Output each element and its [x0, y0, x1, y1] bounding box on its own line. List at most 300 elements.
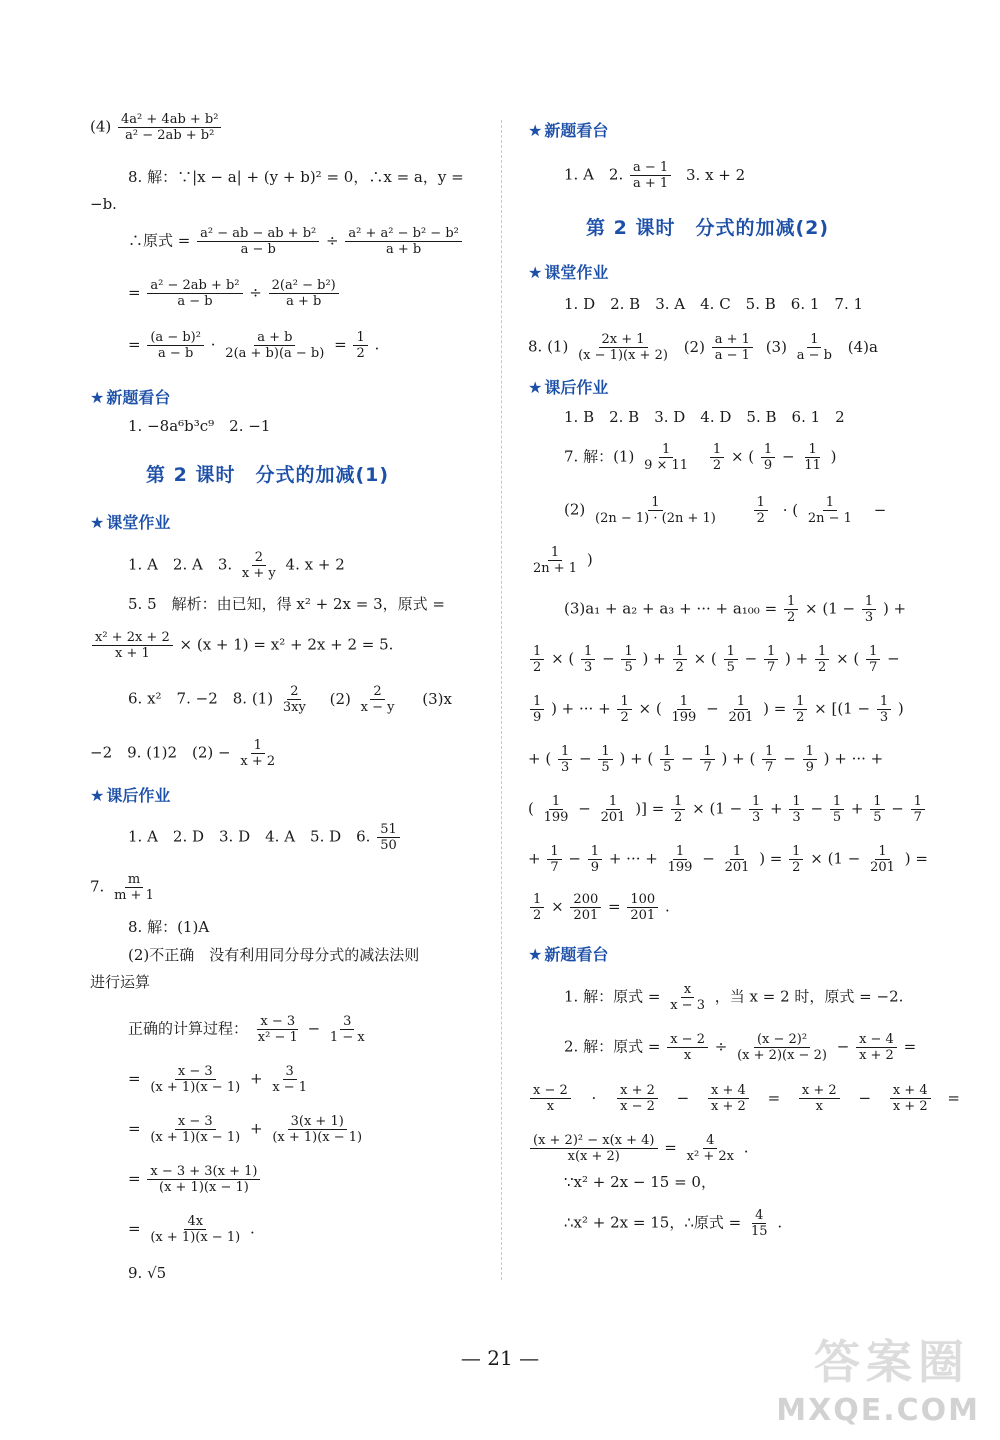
- numerator: 2: [287, 684, 301, 700]
- denominator: 9: [763, 458, 773, 473]
- denominator: 3: [560, 760, 570, 775]
- fraction: [630, 160, 671, 191]
- numerator: 1: [730, 844, 744, 860]
- answer-line: [528, 844, 928, 875]
- section-title: 课后作业: [106, 786, 171, 805]
- fraction: [665, 844, 696, 875]
- numerator: x − 3: [257, 1014, 298, 1030]
- operator: −: [887, 649, 900, 668]
- numerator: 2x + 1: [599, 332, 648, 348]
- fraction: [793, 694, 807, 725]
- numerator: 1: [862, 594, 876, 610]
- numerator: x − 2: [530, 1083, 571, 1099]
- text: (: [528, 799, 534, 818]
- denominator: x − 2: [620, 1099, 655, 1114]
- operator: −: [873, 500, 887, 519]
- operator: −: [744, 649, 758, 668]
- numerator: x + 2: [617, 1083, 658, 1099]
- numerator: 1: [789, 794, 803, 810]
- fraction: [684, 1133, 737, 1164]
- fraction: [712, 332, 753, 363]
- denominator: a + b: [286, 294, 322, 309]
- fraction: [111, 872, 157, 903]
- answer-line: 1. D 2. B 3. A 4. C 5. B 6. 1 7. 1: [564, 295, 864, 313]
- numerator: x − 3: [175, 1064, 216, 1080]
- denominator: 5: [624, 660, 633, 675]
- fraction: [671, 794, 685, 825]
- denominator: a + b: [386, 242, 422, 257]
- numerator: 1: [710, 442, 724, 458]
- section-title: 课堂作业: [106, 513, 171, 532]
- numerator: 1: [807, 332, 821, 348]
- numerator: 1: [548, 545, 562, 561]
- numerator: 1: [621, 644, 635, 660]
- denominator: 5: [601, 760, 610, 775]
- numerator: x + 2: [799, 1083, 840, 1099]
- answer-line: [528, 694, 904, 725]
- denominator: 3: [879, 710, 889, 725]
- numerator: 100: [627, 892, 658, 908]
- text: ) + (: [619, 749, 654, 768]
- answer-line: [90, 112, 223, 143]
- operator: −: [891, 799, 904, 818]
- answer-line: (2)不正确 没有利用同分母分式的减法法则: [128, 946, 420, 964]
- answer-line: [128, 278, 341, 309]
- text: × (: [730, 447, 755, 466]
- denominator: x − y: [360, 700, 395, 715]
- numerator: 1: [784, 594, 798, 610]
- answer-line: [128, 1114, 367, 1145]
- operator: ×: [551, 897, 564, 916]
- denominator: 9: [533, 710, 542, 725]
- operator: =: [128, 1219, 141, 1238]
- answer-line: [528, 644, 900, 675]
- fraction: [710, 442, 724, 473]
- numerator: x: [681, 982, 694, 998]
- text: × (1 −: [805, 599, 856, 618]
- section-heading: [90, 385, 170, 408]
- fraction: [147, 1114, 243, 1145]
- denominator: 2: [756, 511, 765, 526]
- fraction: [617, 694, 631, 725]
- numerator: 1: [793, 694, 807, 710]
- fraction: [598, 744, 612, 775]
- numerator: 1: [823, 495, 837, 511]
- numerator: 1: [606, 794, 620, 810]
- denominator: 11: [804, 458, 821, 473]
- fraction: [377, 822, 400, 853]
- denominator: 7: [869, 660, 878, 675]
- denominator: 9: [590, 860, 600, 875]
- text: ∴原式 =: [128, 231, 191, 250]
- denominator: (x + 2)(x − 2): [737, 1048, 827, 1063]
- answer-line: [128, 1164, 262, 1195]
- operator: +: [770, 799, 783, 818]
- text: .: [665, 897, 670, 916]
- numerator: 1: [251, 738, 265, 754]
- numerator: x − 2: [667, 1032, 708, 1048]
- fraction: [877, 694, 891, 725]
- fraction: [700, 744, 714, 775]
- fraction: [784, 594, 798, 625]
- text: 2. 解：原式 =: [564, 1037, 661, 1056]
- denominator: a − b: [240, 242, 276, 257]
- denominator: x: [546, 1099, 555, 1114]
- numerator: 1: [660, 744, 674, 760]
- answer-line: [564, 442, 837, 473]
- fraction: [749, 794, 763, 825]
- numerator: 1: [677, 694, 691, 710]
- numerator: m: [125, 872, 143, 888]
- fraction: [660, 744, 674, 775]
- operator: −: [307, 1019, 321, 1038]
- fraction: [147, 1064, 243, 1095]
- fraction: [764, 644, 778, 675]
- numerator: a − 1: [630, 160, 671, 176]
- answer-line: [564, 1032, 916, 1063]
- answer-line: [90, 872, 159, 903]
- star-icon: ★: [528, 945, 543, 964]
- denominator: x² − 1: [257, 1030, 298, 1045]
- denominator: 201: [573, 908, 599, 923]
- section-heading: [528, 942, 608, 965]
- text: ) +: [882, 599, 907, 618]
- fraction: [327, 1014, 368, 1045]
- answer-line: [128, 1214, 255, 1245]
- numerator: a² − 2ab + b²: [147, 278, 242, 294]
- section-heading: [90, 510, 170, 533]
- lesson-title: 第 2 课时 分式的加减(2): [586, 217, 830, 239]
- text: 3. x + 2: [685, 165, 746, 184]
- text: × (x + 1) = x² + 2x + 2 = 5.: [179, 635, 394, 654]
- numerator: 1: [530, 644, 544, 660]
- answer-line: [564, 495, 886, 526]
- denominator: x + 2: [892, 1099, 928, 1114]
- answer-line: 9. √5: [128, 1264, 167, 1282]
- fraction: [641, 442, 691, 473]
- numerator: 1: [659, 442, 673, 458]
- numerator: 2: [370, 684, 384, 700]
- operator: −: [681, 749, 694, 768]
- denominator: 2: [533, 908, 542, 923]
- numerator: 1: [671, 794, 685, 810]
- text: )] =: [635, 799, 665, 818]
- denominator: 201: [728, 710, 754, 725]
- denominator: 2: [818, 660, 827, 675]
- fraction: [239, 550, 279, 581]
- numerator: (x + 2)² − x(x + 4): [530, 1133, 658, 1149]
- fraction: [570, 892, 601, 923]
- fraction: [830, 794, 844, 825]
- denominator: 5: [873, 810, 882, 825]
- denominator: a − b: [158, 346, 194, 361]
- numerator: 1: [761, 442, 775, 458]
- answer-line: [528, 332, 878, 363]
- text: × (1 −: [810, 849, 861, 868]
- numerator: 1: [734, 694, 748, 710]
- answer-line: [128, 1064, 312, 1095]
- watermark-text-cn: 答案圈: [814, 1335, 970, 1389]
- answer-line: [528, 1133, 749, 1164]
- text: 1. A 2. A 3.: [128, 555, 233, 574]
- section-title: 课后作业: [544, 378, 609, 397]
- operator: −: [578, 799, 591, 818]
- section-title: 新题看台: [544, 121, 609, 140]
- numerator: 4x: [184, 1214, 206, 1230]
- fraction: [269, 1114, 365, 1145]
- section-heading: [528, 260, 608, 283]
- answer-line: 5. 5 解析：由已知，得 x² + 2x = 3，原式 =: [128, 595, 445, 613]
- numerator: 1: [830, 794, 844, 810]
- denominator: 201: [630, 908, 656, 923]
- fraction: [147, 278, 242, 309]
- operator: =: [608, 897, 621, 916]
- text: 1. 解：原式 =: [564, 987, 661, 1006]
- numerator: 1: [815, 644, 829, 660]
- text: 6. x² 7. −2 8. (1): [128, 689, 274, 708]
- denominator: 3: [584, 660, 593, 675]
- numerator: 2(a² − b²): [269, 278, 339, 294]
- denominator: 9: [805, 760, 814, 775]
- numerator: 1: [762, 744, 776, 760]
- answer-line: [528, 744, 883, 775]
- denominator: 201: [724, 860, 750, 875]
- text: × (: [638, 699, 662, 718]
- text: ∴x² + 2x = 15，∴原式 =: [564, 1213, 742, 1232]
- fraction: [541, 794, 572, 825]
- fraction: [269, 1064, 310, 1095]
- answer-line: [564, 982, 903, 1013]
- fraction: [530, 545, 580, 576]
- denominator: 7: [703, 760, 712, 775]
- numerator: 3: [283, 1064, 297, 1080]
- answer-line: [128, 822, 402, 853]
- fraction: [222, 330, 327, 361]
- fraction: [890, 1083, 931, 1114]
- numerator: 1: [581, 644, 595, 660]
- fraction: [530, 1083, 571, 1114]
- numerator: 1: [588, 844, 602, 860]
- numerator: 4: [752, 1208, 766, 1224]
- denominator: 201: [870, 860, 895, 875]
- operator: =: [128, 335, 141, 354]
- fraction: [530, 694, 544, 725]
- fraction: [867, 844, 898, 875]
- fraction: [621, 644, 635, 675]
- denominator: 9 × 11: [644, 458, 689, 473]
- text: 1. A 2.: [564, 165, 624, 184]
- denominator: 3: [792, 810, 801, 825]
- column-divider: [501, 120, 502, 1280]
- numerator: 1: [866, 644, 880, 660]
- fraction: [147, 1164, 260, 1195]
- text: × (1 −: [692, 799, 743, 818]
- denominator: m + 1: [114, 888, 154, 903]
- answer-line: [528, 1083, 960, 1114]
- fraction: [558, 744, 572, 775]
- denominator: 50: [380, 838, 397, 853]
- denominator: (x + 1)(x − 1): [150, 1130, 241, 1145]
- fraction: [255, 1014, 301, 1045]
- numerator: 1: [673, 644, 687, 660]
- denominator: 3xy: [282, 700, 306, 715]
- operator: −: [858, 1088, 872, 1107]
- numerator: 1: [911, 794, 925, 810]
- fraction: [197, 226, 319, 257]
- denominator: 2: [533, 660, 542, 675]
- numerator: 1: [353, 330, 367, 346]
- text: ): [897, 699, 904, 718]
- operator: ÷: [714, 1037, 728, 1056]
- numerator: 1: [530, 892, 544, 908]
- text: + ··· +: [608, 849, 658, 868]
- denominator: 2n − 1: [807, 511, 852, 526]
- text: ) + (: [721, 749, 756, 768]
- denominator: 7: [766, 660, 776, 675]
- numerator: x − 3 + 3(x + 1): [147, 1164, 260, 1180]
- numerator: 1: [803, 744, 817, 760]
- denominator: 3: [864, 610, 874, 625]
- numerator: 1: [547, 844, 561, 860]
- fraction: [762, 744, 776, 775]
- denominator: 2(a + b)(a − b): [225, 346, 325, 361]
- numerator: 1: [875, 844, 889, 860]
- text: .: [743, 1138, 749, 1157]
- denominator: x − 1: [272, 1080, 308, 1095]
- fraction: [805, 495, 855, 526]
- text: 正确的计算过程：: [128, 1019, 249, 1038]
- denominator: x² + 2x: [686, 1149, 734, 1164]
- answer-line: −b.: [90, 195, 117, 213]
- text: ) =: [904, 849, 928, 868]
- numerator: x² + 2x + 2: [92, 630, 173, 646]
- operator: =: [128, 1119, 141, 1138]
- denominator: 7: [913, 810, 922, 825]
- section-heading: [528, 118, 608, 141]
- numerator: 1: [764, 644, 778, 660]
- section-heading: [90, 783, 170, 806]
- denominator: (x + 1)(x − 1): [272, 1130, 363, 1145]
- star-icon: ★: [90, 388, 105, 407]
- answer-line: [128, 550, 345, 581]
- text: ) +: [642, 649, 666, 668]
- text: × (: [693, 649, 717, 668]
- numerator: (x − 2)²: [754, 1032, 810, 1048]
- text: + (: [528, 749, 552, 768]
- fraction: [345, 226, 461, 257]
- denominator: x: [683, 1048, 692, 1063]
- operator: −: [602, 649, 615, 668]
- operator: +: [850, 799, 864, 818]
- fraction: [803, 744, 817, 775]
- denominator: x − 3: [670, 998, 705, 1013]
- numerator: a² − ab − ab + b²: [197, 226, 319, 242]
- text: −2 9. (1)2 (2) −: [90, 743, 231, 762]
- fraction: [667, 982, 708, 1013]
- fraction: [581, 644, 595, 675]
- denominator: x + 2: [859, 1048, 894, 1063]
- fraction: [575, 332, 671, 363]
- fraction: [353, 330, 367, 361]
- answer-line: [128, 226, 464, 257]
- denominator: 2: [674, 810, 683, 825]
- denominator: (x + 1)(x − 1): [150, 1080, 241, 1095]
- fraction: [588, 844, 602, 875]
- numerator: 3(x + 1): [288, 1114, 347, 1130]
- star-icon: ★: [90, 513, 105, 532]
- fraction: [118, 112, 221, 143]
- numerator: 1: [789, 844, 803, 860]
- text: × (: [551, 649, 575, 668]
- fraction: [280, 684, 309, 715]
- denominator: x + y: [241, 566, 276, 581]
- denominator: 7: [765, 760, 774, 775]
- numerator: x − 4: [856, 1032, 897, 1048]
- denominator: 7: [550, 860, 559, 875]
- fraction: [592, 495, 719, 526]
- fraction: [598, 794, 629, 825]
- fraction: [724, 644, 738, 675]
- answer-line: ∵x² + 2x − 15 = 0，: [564, 1173, 716, 1191]
- numerator: 1: [598, 744, 612, 760]
- answer-line: 8. 解：∵|x − a| + (y + b)² = 0，∴x = a，y =: [128, 168, 464, 186]
- denominator: a − b: [796, 348, 832, 363]
- denominator: 15: [750, 1224, 768, 1239]
- text: × [(1 −: [814, 699, 871, 718]
- denominator: 199: [671, 710, 697, 725]
- numerator: a + b: [254, 330, 295, 346]
- fraction: [722, 844, 753, 875]
- denominator: 201: [600, 810, 626, 825]
- denominator: 5: [832, 810, 842, 825]
- text: 7.: [90, 877, 105, 896]
- numerator: 1: [673, 844, 687, 860]
- text: (3)a₁ + a₂ + a₃ + ··· + a₁₀₀ =: [564, 599, 778, 618]
- denominator: x: [815, 1099, 823, 1114]
- fraction: [147, 330, 204, 361]
- answer-line: 进行运算: [90, 973, 151, 991]
- numerator: 200: [570, 892, 601, 908]
- denominator: 2: [792, 860, 801, 875]
- operator: =: [767, 1088, 781, 1107]
- text: (2): [683, 337, 705, 356]
- numerator: 2: [252, 550, 266, 566]
- text: 7. 解：(1): [564, 447, 635, 466]
- section-title: 新题看台: [544, 945, 609, 964]
- text: 1. A 2. D 3. D 4. A 5. D 6.: [128, 827, 371, 846]
- answer-line: [128, 1014, 370, 1045]
- fraction: [667, 1032, 708, 1063]
- answer-line: [90, 738, 280, 769]
- fraction: [801, 442, 824, 473]
- fraction: [815, 644, 829, 675]
- fraction: [911, 794, 925, 825]
- star-icon: ★: [528, 263, 543, 282]
- text: ，当 x = 2 时，原式 = −2.: [714, 987, 904, 1006]
- fraction: [799, 1083, 840, 1114]
- operator: −: [810, 799, 824, 818]
- numerator: 1: [749, 794, 763, 810]
- numerator: 4: [703, 1133, 717, 1149]
- section-heading: [528, 375, 608, 398]
- operator: =: [903, 1037, 917, 1056]
- fraction: [547, 844, 561, 875]
- operator: +: [249, 1119, 263, 1138]
- text: ) =: [763, 699, 787, 718]
- numerator: a² + a² − b² − b²: [345, 226, 461, 242]
- text: ) +: [785, 649, 809, 668]
- operator: =: [128, 1169, 141, 1188]
